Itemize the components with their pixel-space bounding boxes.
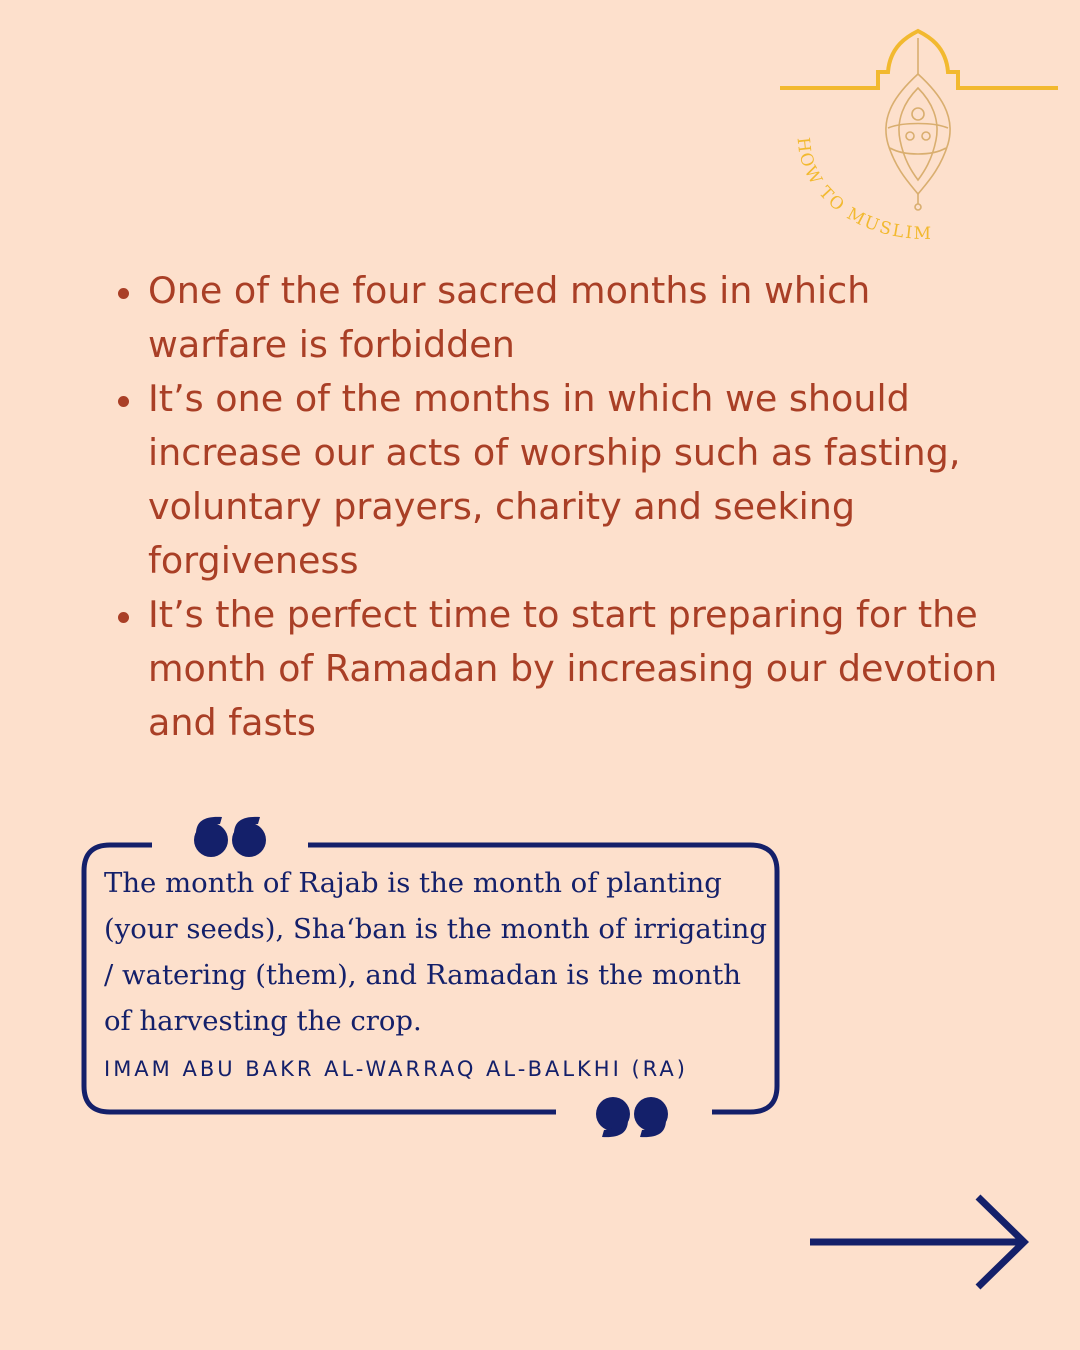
- brand-wordmark: HOW TO MUSLIM: [792, 136, 934, 243]
- arrow-right-icon[interactable]: [806, 1192, 1036, 1292]
- list-item: It’s the perfect time to start preparing for the month of Ramadan by increasing our devotion and fasts: [110, 588, 1010, 750]
- quote-author: IMAM ABU BAKR AL-WARRAQ AL-BALKHI (RA): [104, 1057, 688, 1081]
- list-item: It’s one of the months in which we should increase our acts of worship such as fasting, voluntary prayers, charity and seeking forgiveness: [110, 372, 1010, 588]
- how-to-muslim-logo: [778, 28, 1068, 243]
- close-quote-icon: [596, 1097, 668, 1137]
- quote-text: The month of Rajab is the month of planting (your seeds), Sha‘ban is the month of irrigating / watering (them), and Ramadan is the month of harvesting the crop.: [104, 867, 767, 1037]
- rajab-facts-list: [110, 264, 1010, 750]
- open-quote-icon: [194, 817, 266, 857]
- list-item: One of the four sacred months in which warfare is forbidden: [110, 264, 1010, 372]
